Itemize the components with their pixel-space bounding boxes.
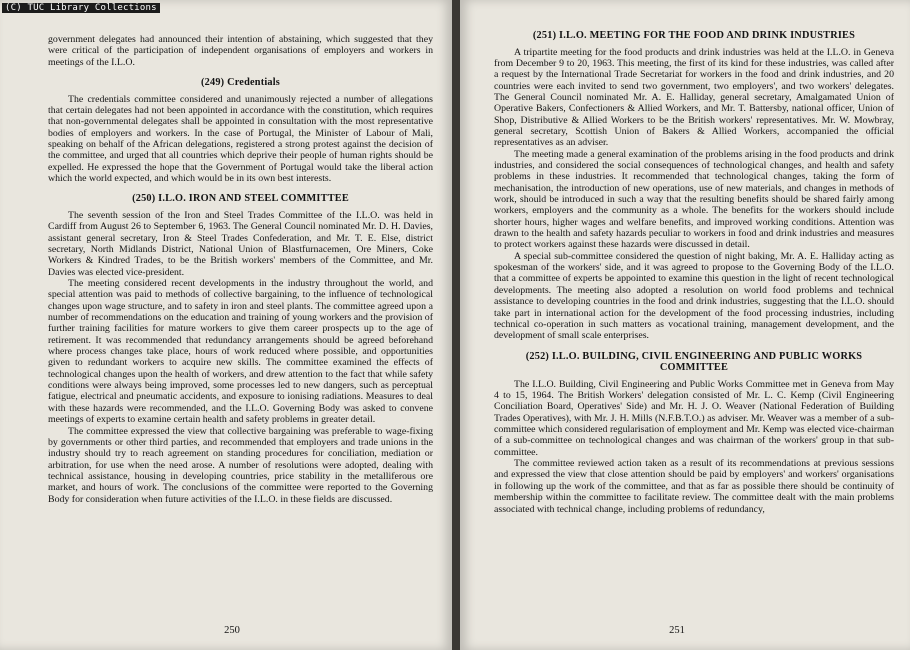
paragraph: government delegates had announced their intention of abstaining, which suggested that they were critical of the participation of independent organisations of employers and workers in meetings of the I.L.O. bbox=[48, 34, 433, 68]
section-heading: (252) I.L.O. BUILDING, CIVIL ENGINEERING AND PUBLIC WORKS COMMITTEE bbox=[525, 350, 863, 374]
page-number: 250 bbox=[224, 625, 240, 636]
paragraph: The committee reviewed action taken as a result of its recommendations at previous sessions and expressed the view that close attention should be paid by employers' and workers' organisations in following up the work of the committee, and that as far as possible there should be continuity of membership within the committee to facilitate review. The committee dealt with the main problems associated with technical change, including problems of redundancy, bbox=[494, 458, 894, 515]
paragraph: The I.L.O. Building, Civil Engineering and Public Works Committee met in Geneva from May 4 to 15, 1964. The British Workers' delegation consisted of Mr. L. C. Kemp (Civil Engineering Conciliation Board, Operatives' Side) and Mr. H. J. O. Weaver (National Federation of Building Trades Operatives), with Mr. J. H. Mills (N.F.B.T.O.) as adviser. Mr. Weaver was a member of a sub-committee which considered regularisation of employment and Mr. Kemp was elected vice-chairman of a sub-committee on technological changes and was chairman of the workers' group in that sub-committee. bbox=[494, 378, 894, 458]
paragraph: A special sub-committee considered the question of night baking, Mr. A. E. Halliday acting as spokesman of the workers' side, and it was agreed to propose to the Governing Body of the I.L.O. that a committee of experts be appointed to examine this question in the light of recent technological developments. The meeting also adopted a resolution on world food problems and technical assistance to developing countries in the food and drink industries, suggesting that the I.L.O. should take part in international action for the development of the food processing industries, including technical co-operation in such matters as vocational training, management development, and the development of small scale enterprises. bbox=[494, 250, 894, 342]
paragraph: A tripartite meeting for the food products and drink industries was held at the I.L.O. in Geneva from December 9 to 20, 1963. This meeting, the first of its kind for these industries, was called after a request by the International Trade Secretariat for workers in the food and drink industries, and 20 countries were each invited to send two government, two employers', and two workers' delegates. The General Council nominated Mr. A. E. Halliday, general secretary, Amalgamated Union of Operative Bakers, Confectioners & Allied Workers, and Mr. T. Battersby, national officer, Union of Shop, Distributive & Allied Workers to be the British workers' representatives. Mr. W. Mowbray, general secretary, Scottish Union of Bakers & Allied Workers, accompanied the official representatives as an adviser. bbox=[494, 46, 894, 149]
paragraph: The meeting considered recent developments in the industry throughout the world, and special attention was paid to methods of collective bargaining, to the influence of technological changes upon wage structure, and to safety in iron and steel plants. The committee agreed upon a number of recommendations on the education and training of young workers and the provision of further training facilities for mature workers to give them career prospects up to the age of retirement. It was recommended that redundancy arrangements should be agreed beforehand where process changes take place, hours of work reduced where possible, and opportunities given to redundant workers to acquire new skills. The committee examined the effects of technological changes upon the health of workers, and drew attention to the fact that while safety conditions were always being improved, some processes led to new dangers, such as perceptual fatigue, electrical and pneumatic accidents, and exposure to ionising radiations. Measures to deal with these hazards were recommended, and the I.L.O. Governing Body was asked to convene meetings of experts to examine certain health and safety problems in greater detail. bbox=[48, 278, 433, 426]
left-page-text bbox=[48, 34, 433, 505]
paragraph: The credentials committee considered and unanimously rejected a number of allegations that certain delegates had not been appointed in accordance with the constitution, which requires that non-governmental delegates shall be appointed in consultation with the most representative bodies of employers and workers. In the case of Portugal, the Minister of Labour of Mali, speaking on behalf of the African delegations, registered a strong protest against the decision of the committee, and urged that all countries which deprive their people of human rights should be expelled. He expressed the hope that the Government of Portugal would take the liberal action which the world expected, and which would be in its own best interests. bbox=[48, 93, 433, 185]
section-heading: (250) I.L.O. IRON AND STEEL COMMITTEE bbox=[132, 193, 349, 205]
left-page bbox=[0, 0, 452, 650]
copyright-watermark: (C) TUC Library Collections bbox=[2, 3, 160, 13]
right-page-text bbox=[494, 30, 894, 515]
page-number: 251 bbox=[669, 625, 685, 636]
section-heading: (251) I.L.O. MEETING FOR THE FOOD AND DRINK INDUSTRIES bbox=[532, 30, 856, 41]
book-gutter bbox=[452, 0, 460, 650]
section-heading: (249) Credentials bbox=[201, 77, 280, 89]
right-page bbox=[460, 0, 910, 650]
paragraph: The meeting made a general examination of the problems arising in the food products and drink industries, and considered the social consequences of technological changes, and health and safety problems in these industries. It recommended that technological changes, taking the form of mechanisation, the introduction of new operations, use of new materials, and changes in methods of work, should be introduced in such a way that the resulting benefits should be shared fairly among workers, employers and the community as a whole. The benefits for the workers should include shorter hours, higher wages and welfare benefits, and improved working conditions. Attention was drawn to the health and safety hazards peculiar to workers in food and drink industries and measures to protect workers against these hazards were discussed in detail. bbox=[494, 148, 894, 251]
paragraph: The seventh session of the Iron and Steel Trades Committee of the I.L.O. was held in Cardiff from August 26 to September 6, 1963. The General Council nominated Mr. D. H. Davies, assistant general secretary, Iron & Steel Trades Confederation, and Mr. T. E. Else, district secretary, North Midlands District, National Union of Blastfurnacemen, Ore Miners, Coke Workers & Kindred Trades, to be the British workers' members of the Committee, and Mr. Davies was elected vice-president. bbox=[48, 209, 433, 278]
paragraph: The committee expressed the view that collective bargaining was preferable to wage-fixing by governments or other third parties, and recommended that employers and trade unions in the industry should try to reach agreement on standing procedures for conciliation, mediation or arbitration, for use when the need arose. A number of resolutions were adopted, dealing with technical assistance, housing in developing countries, price stability in the metalliferous ore market, and hours of work. The conclusions of the committee were reported to the Governing Body for consideration when future activities of the I.L.O. in these fields are discussed. bbox=[48, 425, 433, 505]
